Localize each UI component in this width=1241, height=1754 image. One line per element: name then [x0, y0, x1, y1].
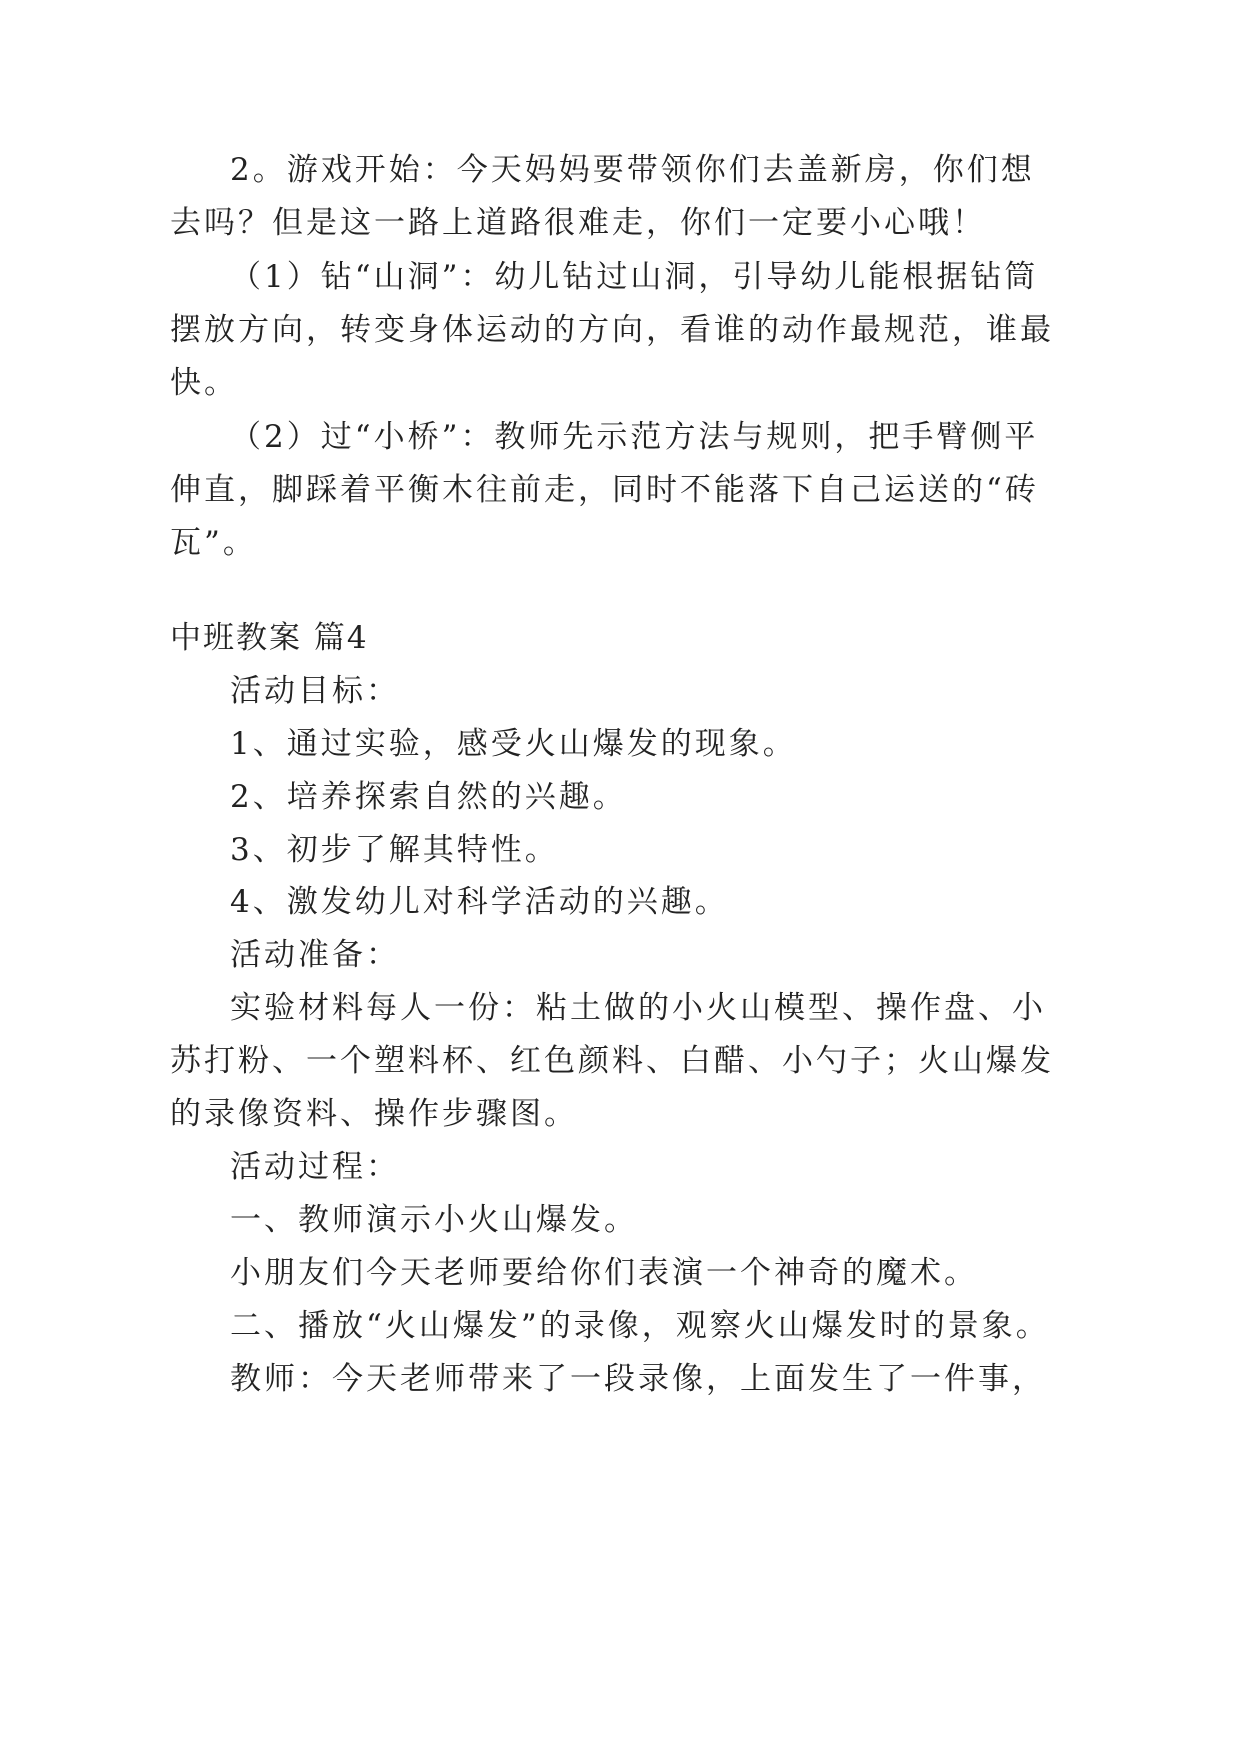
process-step: 一、教师演示小火山爆发。	[230, 1202, 638, 1238]
goal-item: 4、激发幼儿对科学活动的兴趣。	[230, 884, 729, 920]
paragraph-line: （2）过“小桥”：教师先示范方法与规则，把手臂侧平	[230, 419, 1039, 455]
paragraph-line: 实验材料每人一份：粘土做的小火山模型、操作盘、小	[230, 990, 1046, 1026]
paragraph-line: 的录像资料、操作步骤图。	[170, 1096, 578, 1132]
paragraph-line: 摆放方向，转变身体运动的方向，看谁的动作最规范，谁最	[170, 312, 1054, 348]
paragraph-line: （1）钻“山洞”：幼儿钻过山洞，引导幼儿能根据钻筒	[230, 259, 1039, 295]
goals-heading: 活动目标：	[230, 673, 400, 709]
paragraph-line: 2。游戏开始：今天妈妈要带领你们去盖新房，你们想	[230, 152, 1035, 188]
section-title: 中班教案 篇4	[170, 620, 369, 656]
paragraph-line: 伸直，脚踩着平衡木往前走，同时不能落下自己运送的“砖	[170, 472, 1039, 508]
goal-item: 1、通过实验，感受火山爆发的现象。	[230, 726, 797, 762]
process-heading: 活动过程：	[230, 1149, 400, 1185]
paragraph-line: 瓦”。	[170, 525, 257, 561]
paragraph-line: 苏打粉、一个塑料杯、红色颜料、白醋、小勺子；火山爆发	[170, 1043, 1054, 1079]
paragraph-line: 小朋友们今天老师要给你们表演一个神奇的魔术。	[230, 1255, 978, 1291]
prep-heading: 活动准备：	[230, 937, 400, 973]
paragraph-line: 去吗？但是这一路上道路很难走，你们一定要小心哦！	[170, 205, 986, 241]
paragraph-line: 快。	[170, 365, 238, 401]
goal-item: 3、初步了解其特性。	[230, 832, 559, 868]
paragraph-line: 教师：今天老师带来了一段录像，上面发生了一件事，	[230, 1361, 1046, 1397]
goal-item: 2、培养探索自然的兴趣。	[230, 779, 627, 815]
process-step: 二、播放“火山爆发”的录像，观察火山爆发时的景象。	[230, 1308, 1050, 1344]
